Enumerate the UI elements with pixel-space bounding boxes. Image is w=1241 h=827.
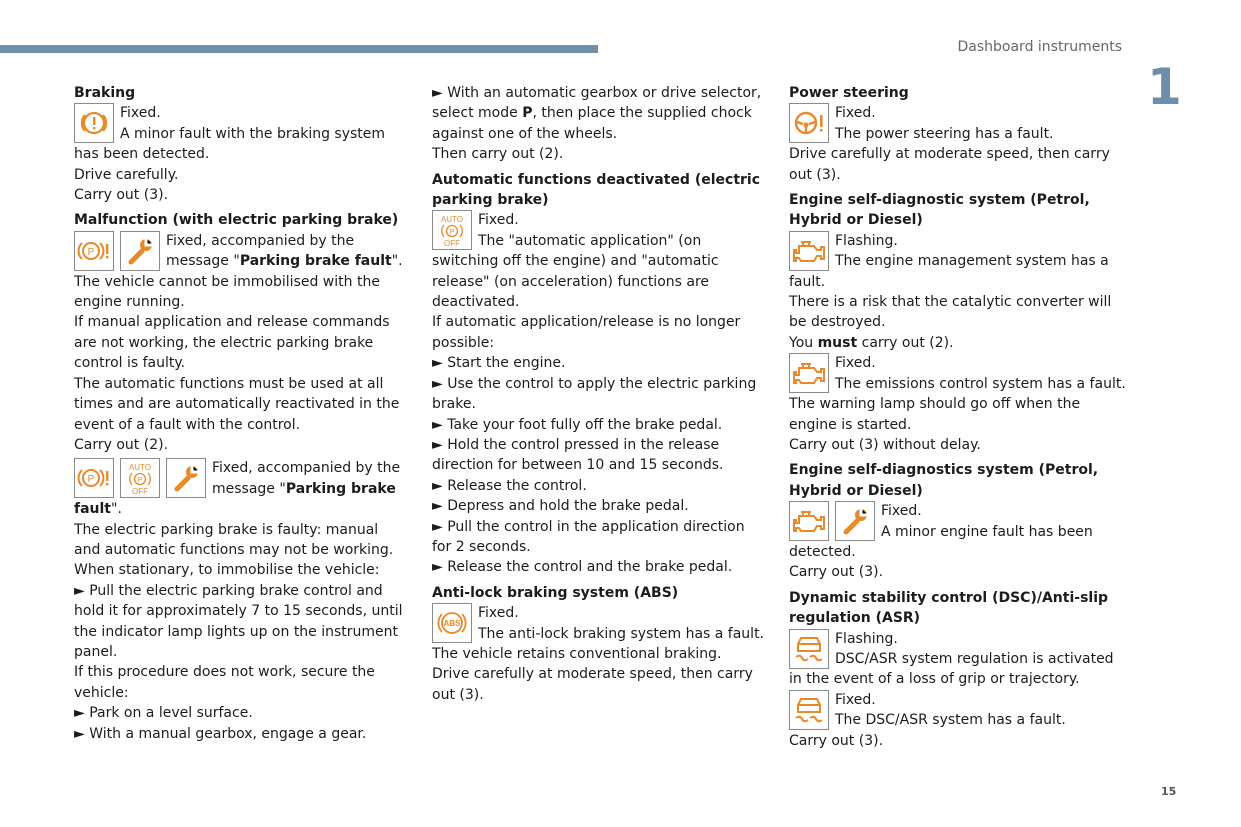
power-steering-heading: Power steering [789,85,909,101]
column-1 [74,83,407,744]
svg-text:P: P [87,246,95,258]
dsc-entry [789,629,1126,690]
engine-diag2-desc: A minor engine fault has been detected. [789,523,1093,560]
engine-diag-desc-2: The emissions control system has a fault. [835,375,1126,392]
engine-diag-status: Flashing. [835,232,898,249]
malfunction-p2: If manual application and release commands are not working, the electric parking brake control is faulty. [74,314,390,372]
braking-entry [74,103,407,164]
wrench-icon [120,231,160,271]
auto-step-1: ► Start the engine. [432,355,566,372]
dsc-desc-2: The DSC/ASR system has a fault. [835,712,1066,729]
engine-diag-p2: You must carry out (2). [789,334,954,351]
abs-entry [432,603,767,644]
wrench-icon [835,501,875,541]
malfunction2-step-2: ► Park on a level surface. [74,705,253,722]
engine-diag-p4: Carry out (3) without delay. [789,436,981,453]
malfunction-p3: The automatic functions must be used at all times and are automatically reactivated in the event of a fault with the control. [74,375,400,433]
skidding-car-icon [789,690,829,730]
malfunction2-p2: When stationary, to immobilise the vehicle: [74,562,380,579]
dsc-status-2: Fixed. [835,691,876,708]
auto-step-6: ► Depress and hold the brake pedal. [432,498,689,515]
abs-p1: The vehicle retains conventional braking. [432,645,722,662]
parking-brake-fault-icon [74,458,114,498]
braking-advice: Drive carefully. [74,166,179,183]
malfunction-entry-2 [74,458,407,519]
auto-step-8: ► Release the control and the brake pedal. [432,559,733,576]
column-3 [789,83,1126,751]
svg-text:P: P [137,477,143,485]
braking-desc: A minor fault with the braking system has been detected. [74,125,386,163]
engine-diag-p3: The warning lamp should go off when the engine is started. [789,396,1081,433]
auto-functions-entry [432,210,767,312]
power-steering-entry [789,103,1126,144]
malfunction2-p3: If this procedure does not work, secure the vehicle: [74,664,375,701]
engine-diag2-p1: Carry out (3). [789,564,884,581]
svg-text:AUTO: AUTO [128,463,152,473]
auto-functions-p2: If automatic application/release is no longer possible: [432,314,741,351]
svg-text:AUTO: AUTO [440,215,464,225]
auto-step-5: ► Release the control. [432,477,587,494]
braking-action: Carry out (3). [74,187,169,204]
engine-diag-p1: There is a risk that the catalytic converter will be destroyed. [789,294,1112,331]
auto-functions-heading: Automatic functions deactivated (electric parking brake) [432,171,761,209]
auto-step-3: ► Take your foot fully off the brake pedal. [432,416,723,433]
steering-wheel-warning-icon [789,103,829,143]
malfunction-intro-2: Fixed, accompanied by the message "Parking brake fault". [74,460,401,518]
abs-p2: Drive carefully at moderate speed, then carry out (3). [432,666,753,703]
malfunction2-p1: The electric parking brake is faulty: manual and automatic functions may not be working. [74,521,394,558]
brake-warning-icon [74,103,114,143]
column-2 [432,83,767,705]
auto-step-2: ► Use the control to apply the electric parking brake. [432,375,757,413]
abs-desc: The anti-lock braking system has a fault. [478,625,765,642]
auto-step-4: ► Hold the control pressed in the release direction for between 10 and 15 seconds. [432,436,724,474]
abs-heading: Anti-lock braking system (ABS) [432,584,679,601]
dsc-p1: Carry out (3). [789,732,884,749]
malfunction2-step-1: ► Pull the electric parking brake control and hold it for approximately 7 to 15 seconds, until the indicator lamp lights up on the instrument panel. [74,582,403,660]
engine-diag-status-2: Fixed. [835,355,876,372]
braking-status: Fixed. [120,105,161,122]
auto-functions-desc: The "automatic application" (on switching off the engine) and "automatic release" (on acceleration) functions are deactivated. [432,232,719,311]
wrench-icon [166,458,206,498]
engine-diag-entry [789,231,1126,292]
engine-diag2-entry [789,501,1126,562]
engine-diag-entry-2 [789,353,1126,394]
engine-icon [789,231,829,271]
page-number: 15 [1161,785,1177,798]
power-steering-desc: The power steering has a fault. [835,125,1054,142]
malfunction-heading: Malfunction (with electric parking brake) [74,212,399,229]
engine-diag-desc: The engine management system has a fault. [789,253,1109,290]
svg-text:OFF: OFF [444,239,460,249]
dsc-heading: Dynamic stability control (DSC)/Anti-slip regulation (ASR) [789,589,1109,627]
engine-diag2-heading: Engine self-diagnostics system (Petrol, Hybrid or Diesel) [789,462,1099,499]
auto-off-icon [432,210,472,250]
gearbox-action: Then carry out (2). [432,146,564,163]
svg-text:P: P [87,474,95,486]
auto-off-icon [120,458,160,498]
engine-icon [789,501,829,541]
auto-step-7: ► Pull the control in the application direction for 2 seconds. [432,518,745,555]
section-title: Dashboard instruments [957,39,1122,55]
malfunction-p1: The vehicle cannot be immobilised with the engine running. [74,273,380,311]
parking-brake-fault-icon [74,231,114,271]
abs-icon [432,603,472,643]
abs-status: Fixed. [478,605,519,622]
braking-heading: Braking [74,85,136,101]
malfunction2-step-3: ► With a manual gearbox, engage a gear. [74,725,367,742]
dsc-entry-2 [789,690,1126,731]
svg-text:OFF: OFF [132,487,148,497]
power-steering-status: Fixed. [835,105,876,122]
svg-text:P: P [449,229,455,237]
dsc-status: Flashing. [835,630,898,647]
malfunction-entry [74,231,407,272]
malfunction-p4: Carry out (2). [74,436,169,453]
header-accent-bar [0,45,598,53]
gearbox-step: ► With an automatic gearbox or drive selector, select mode P, then place the supplied chock against one of the wheels. [432,85,762,142]
skidding-car-icon [789,629,829,669]
chapter-number: 1 [1147,58,1182,116]
dsc-desc: DSC/ASR system regulation is activated in the event of a loss of grip or trajectory. [789,650,1114,688]
engine-diag-heading: Engine self-diagnostic system (Petrol, Hybrid or Diesel) [789,192,1090,229]
power-steering-p1: Drive carefully at moderate speed, then carry out (3). [789,146,1110,183]
engine-icon [789,353,829,393]
engine-diag2-status: Fixed. [881,503,922,520]
svg-text:ABS: ABS [443,619,461,629]
auto-functions-status: Fixed. [478,212,519,229]
malfunction-intro: Fixed, accompanied by the message "Parking brake fault". [166,232,403,270]
